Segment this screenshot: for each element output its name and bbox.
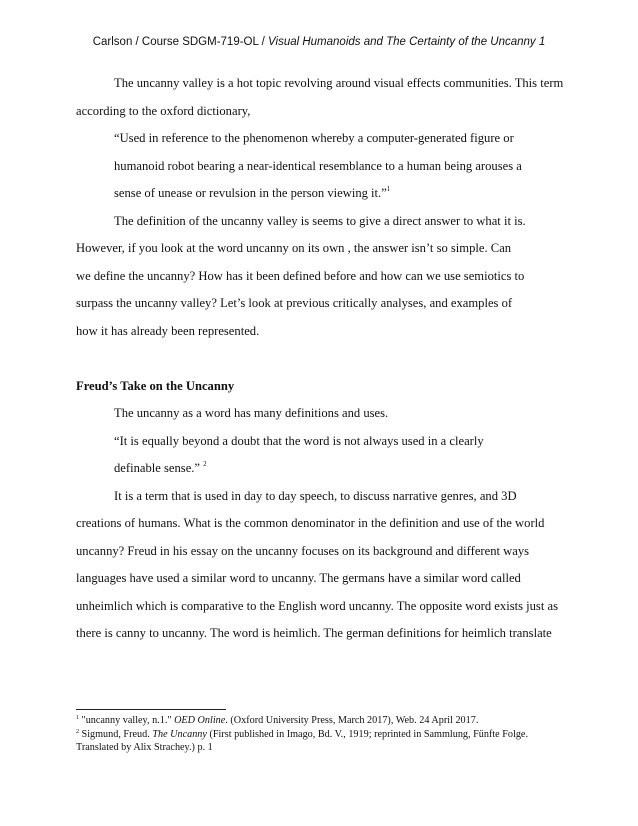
footnote-text: (First published in Imago, Bd. V., 1919; reprinted in Sammlung, Fünfte Folge. bbox=[206, 728, 529, 740]
paragraph-line: according to the oxford dictionary, bbox=[76, 103, 251, 118]
quote-line bbox=[76, 455, 576, 483]
document-body bbox=[76, 70, 576, 648]
quote-text: definable sense.” bbox=[114, 461, 204, 475]
footnote-1 bbox=[76, 714, 576, 728]
running-header bbox=[0, 36, 638, 48]
quote-line: “Used in reference to the phenomenon whereby a computer-generated figure or bbox=[114, 131, 514, 145]
quote-line: “It is equally beyond a doubt that the word is not always used in a clearly bbox=[114, 433, 484, 448]
footnote-separator bbox=[76, 709, 226, 710]
paragraph-line: there is canny to uncanny. The word is heimlich. The german definitions for heimlich translate bbox=[76, 626, 552, 640]
paragraph-line: The definition of the uncanny valley is seems to give a direct answer to what it is. bbox=[114, 213, 526, 228]
paragraph-line: languages have used a similar word to uncanny. The germans have a similar word called bbox=[76, 571, 521, 585]
footnote-number: 1 bbox=[76, 715, 79, 721]
paragraph-line: The uncanny valley is a hot topic revolving around visual effects communities. This term bbox=[114, 76, 564, 90]
footnote-text: "uncanny valley, n.1." bbox=[79, 715, 175, 726]
header-title: Visual Humanoids and The Certainty of the Uncanny 1 bbox=[268, 36, 546, 48]
footnote-2 bbox=[76, 728, 576, 742]
paragraph-line: unheimlich which is comparative to the English word uncanny. The opposite word exists just as bbox=[76, 598, 558, 613]
quote-line: humanoid robot bearing a near-identical resemblance to a human being arouses a bbox=[114, 158, 522, 173]
footnote-text: Sigmund, Freud. bbox=[79, 728, 153, 740]
paragraph-line: how it has already been represented. bbox=[76, 323, 260, 338]
paragraph-line: surpass the uncanny valley? Let’s look at previous critically analyses, and examples of bbox=[76, 296, 513, 310]
footnote-2-continued: Translated by Alix Strachey.) p. 1 bbox=[76, 742, 213, 754]
paragraph-line: However, if you look at the word uncanny on its own , the answer isn’t so simple. Can bbox=[76, 241, 512, 255]
paragraph-line: uncanny? Freud in his essay on the uncanny focuses on its background and different ways bbox=[76, 543, 530, 558]
footnote-reference[interactable]: 2 bbox=[203, 460, 207, 468]
paragraph-line: creations of humans. What is the common denominator in the definition and use of the world bbox=[76, 516, 545, 530]
footnotes bbox=[76, 714, 576, 755]
paragraph-line: The uncanny as a word has many definitions and uses. bbox=[114, 406, 389, 420]
quote-line bbox=[76, 180, 576, 208]
paragraph-line: we define the uncanny? How has it been defined before and how can we use semiotics to bbox=[76, 268, 525, 283]
footnote-number: 2 bbox=[76, 728, 79, 735]
footnote-source-title: OED Online bbox=[174, 715, 226, 726]
header-prefix: Carlson / Course SDGM-719-OL / bbox=[92, 36, 269, 48]
quote-text: sense of unease or revulsion in the person viewing it.” bbox=[114, 186, 387, 200]
blank-line bbox=[76, 345, 576, 373]
paragraph-line: It is a term that is used in day to day speech, to discuss narrative genres, and 3D bbox=[114, 488, 517, 503]
footnote-text: . (Oxford University Press, March 2017), Web. 24 April 2017. bbox=[225, 715, 479, 726]
section-heading: Freud’s Take on the Uncanny bbox=[76, 378, 235, 393]
footnote-reference[interactable]: 1 bbox=[386, 185, 391, 193]
footnote-source-title: The Uncanny bbox=[152, 728, 207, 740]
